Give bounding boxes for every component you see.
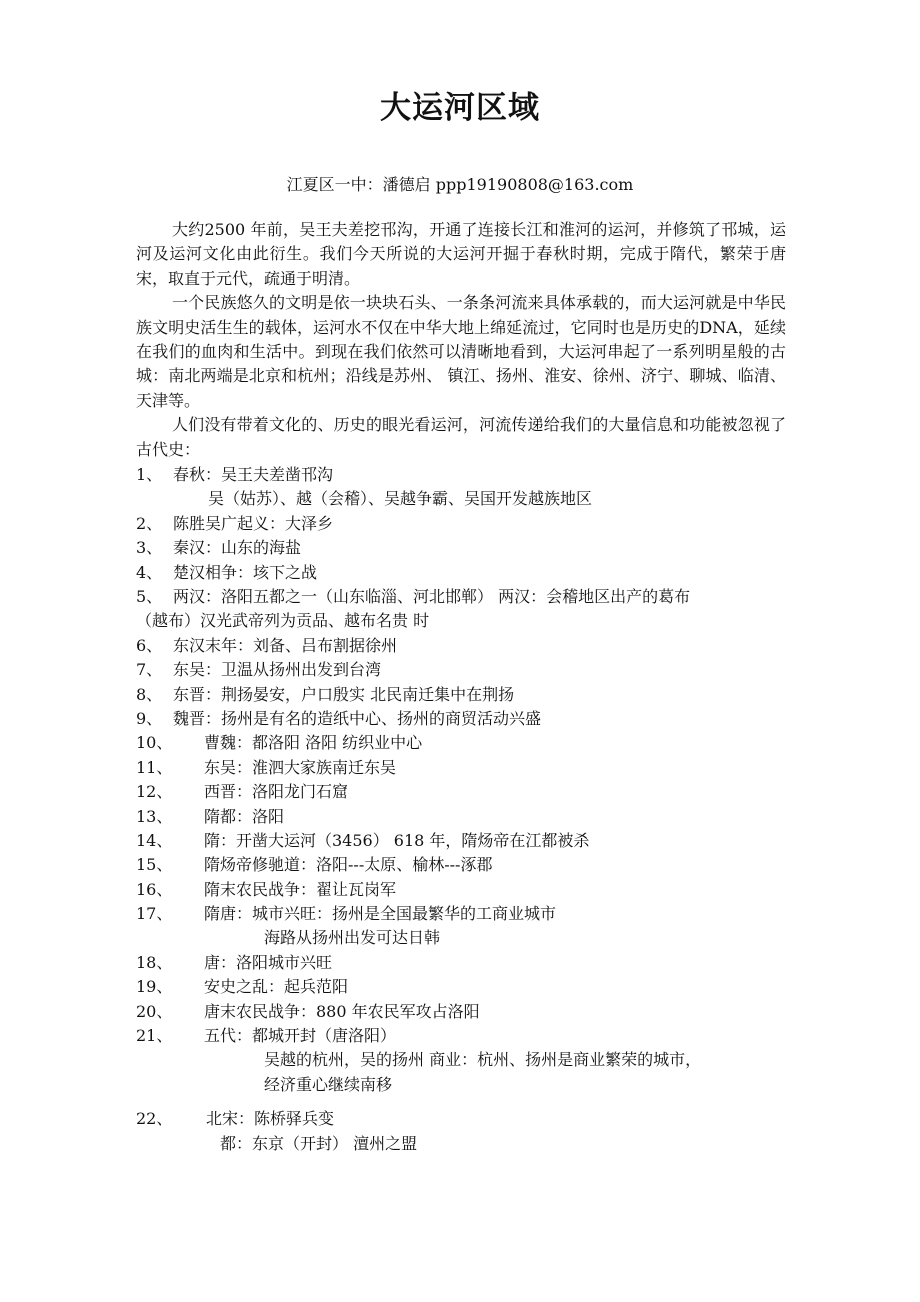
item-subtext: 都：东京（开封） 澶州之盟 <box>220 1133 418 1153</box>
item-text: 唐末农民战争：880 年农民军攻占洛阳 <box>204 1001 480 1021</box>
list-item <box>136 805 786 829</box>
item-number: 7、 <box>136 660 163 680</box>
item-number: 21、 <box>136 1026 173 1046</box>
list-item-sub <box>136 1132 786 1156</box>
item-text: 东汉末年：刘备、吕布割据徐州 <box>173 635 398 655</box>
list-item <box>136 658 786 682</box>
item-text: 曹魏：都洛阳 洛阳 纺织业中心 <box>204 733 423 753</box>
list-item <box>136 707 786 731</box>
item-subtext: 经济重心继续南移 <box>264 1074 393 1094</box>
list-item <box>136 951 786 975</box>
item-number: 5、 <box>136 587 163 607</box>
item-text: 陈胜吴广起义：大泽乡 <box>173 513 334 533</box>
list-item-sub <box>136 1073 786 1097</box>
item-text: 春秋：吴王夫差凿邗沟 <box>173 465 334 485</box>
item-text: 东晋：荆扬晏安，户口殷实 北民南迁集中在荆扬 <box>173 684 515 704</box>
item-number: 13、 <box>136 806 173 826</box>
item-text: 西晋：洛阳龙门石窟 <box>204 782 349 802</box>
item-text: 唐：洛阳城市兴旺 <box>204 952 333 972</box>
item-text: 魏晋：扬州是有名的造纸中心、扬州的商贸活动兴盛 <box>173 708 542 728</box>
paragraph-civilization: 一个民族悠久的文明是依一块块石头、一条条河流来具体承载的，而大运河就是中华民族文明史活生生的载体，运河水不仅在中华大地上绵延流过，它同时也是历史的DNA，延续在我们的血肉和生活中。到现在我们依然可以清晰地看到，大运河串起了一系列明星般的古城：南北两端是北京和杭州；沿线是苏州、 镇江、扬州、淮安、徐州、济宁、聊城、临清、天津等。 <box>136 293 786 410</box>
item-text: 隋唐：城市兴旺：扬州是全国最繁华的工商业城市 <box>204 904 557 924</box>
item-text: 秦汉：山东的海盐 <box>173 538 302 558</box>
item-subtext: 海路从扬州出发可达日韩 <box>264 928 441 948</box>
paragraph-intro: 大约2500 年前，吴王夫差挖邗沟，开通了连接长江和淮河的运河，并修筑了邗城，运河及运河文化由此衍生。我们今天所说的大运河开掘于春秋时期，完成于隋代，繁荣于唐宋，取直于元代，疏通于明清。 <box>136 220 786 288</box>
list-item <box>136 780 786 804</box>
list-item <box>136 853 786 877</box>
item-number: 14、 <box>136 830 173 850</box>
author-line: 江夏区一中：潘德启 ppp19190808@163.com <box>286 175 634 194</box>
item-number: 3、 <box>136 538 163 558</box>
list-item <box>136 463 786 487</box>
list-item <box>136 683 786 707</box>
item-subtext: 吴（姑苏）、越（会稽）、吴越争霸、吴国开发越族地区 <box>208 489 593 509</box>
item-number: 9、 <box>136 708 163 728</box>
list-item <box>136 878 786 902</box>
history-list <box>136 463 786 1156</box>
item-number: 19、 <box>136 977 173 997</box>
list-item <box>136 731 786 755</box>
item-text: 东吴：卫温从扬州出发到台湾 <box>173 660 382 680</box>
list-item-sub <box>136 487 786 511</box>
item-continuation-text: （越布）汉光武帝列为贡品、越布名贵 时 <box>136 611 430 631</box>
item-text: 隋：开凿大运河（3456） 618 年，隋炀帝在江都被杀 <box>204 830 590 850</box>
page-title: 大运河区域 <box>380 90 540 126</box>
item-subtext: 吴越的杭州，吴的扬州 商业：杭州、扬州是商业繁荣的城市， <box>264 1050 702 1070</box>
item-number: 6、 <box>136 635 163 655</box>
item-number: 15、 <box>136 855 173 875</box>
item-number: 4、 <box>136 562 163 582</box>
item-text: 隋炀帝修驰道：洛阳---太原、榆林---涿郡 <box>204 855 493 875</box>
spacer <box>136 1097 786 1107</box>
item-text: 安史之乱：起兵范阳 <box>204 977 349 997</box>
item-number: 17、 <box>136 904 173 924</box>
item-number: 1、 <box>136 465 163 485</box>
list-item <box>136 561 786 585</box>
list-item-continuation <box>136 609 786 633</box>
item-number: 12、 <box>136 782 173 802</box>
item-text: 隋末农民战争：翟让瓦岗军 <box>204 879 397 899</box>
item-number: 18、 <box>136 952 173 972</box>
list-item <box>136 829 786 853</box>
item-number: 8、 <box>136 684 163 704</box>
list-item <box>136 756 786 780</box>
item-number: 20、 <box>136 1001 173 1021</box>
item-text: 楚汉相争：垓下之战 <box>173 562 318 582</box>
list-item <box>136 1107 786 1131</box>
list-item <box>136 536 786 560</box>
item-text: 两汉：洛阳五都之一（山东临淄、河北邯郸） 两汉：会稽地区出产的葛布 <box>173 587 691 607</box>
item-number: 11、 <box>136 757 173 777</box>
item-text: 北宋：陈桥驿兵变 <box>206 1109 335 1129</box>
item-number: 22、 <box>136 1109 173 1129</box>
list-item <box>136 975 786 999</box>
item-number: 10、 <box>136 733 173 753</box>
list-item <box>136 1000 786 1024</box>
list-item-sub <box>136 1048 786 1072</box>
item-number: 2、 <box>136 513 163 533</box>
list-item <box>136 634 786 658</box>
paragraph-history: 人们没有带着文化的、历史的眼光看运河，河流传递给我们的大量信息和功能被忽视了 古代史： <box>136 415 786 459</box>
list-item-sub <box>136 926 786 950</box>
list-item <box>136 902 786 926</box>
document-body <box>136 218 786 1156</box>
list-item <box>136 512 786 536</box>
item-text: 东吴：淮泗大家族南迁东吴 <box>204 757 397 777</box>
list-item <box>136 1024 786 1048</box>
item-text: 五代：都城开封（唐洛阳） <box>204 1026 397 1046</box>
item-number: 16、 <box>136 879 173 899</box>
list-item <box>136 585 786 609</box>
item-text: 隋都：洛阳 <box>204 806 285 826</box>
